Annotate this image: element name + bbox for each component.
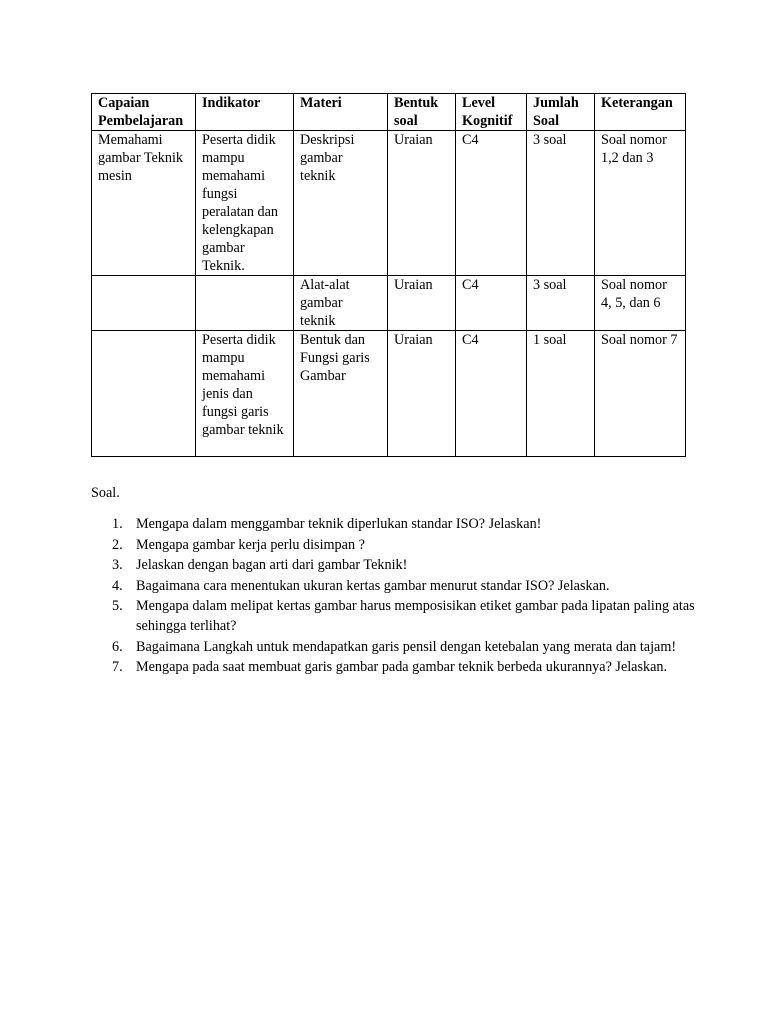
table-cell: Peserta didik mampu memahami fungsi peralatan dan kelengkapan gambar Teknik.	[196, 131, 294, 276]
table-cell: Uraian	[388, 276, 456, 331]
question-item: Mengapa dalam menggambar teknik diperlukan standar ISO? Jelaskan!	[136, 516, 542, 532]
table-cell: Soal nomor 7	[595, 331, 686, 457]
table-cell: Uraian	[388, 331, 456, 457]
table-cell: Soal nomor 4, 5, dan 6	[595, 276, 686, 331]
table-row	[92, 276, 686, 331]
table-cell	[92, 331, 196, 457]
question-item: Bagaimana Langkah untuk mendapatkan garis pensil dengan ketebalan yang merata dan tajam!	[136, 638, 677, 655]
question-item: Mengapa pada saat membuat garis gambar pada gambar teknik berbeda ukurannya? Jelaskan.	[136, 659, 668, 675]
table-row	[92, 131, 686, 276]
table-cell: 3 soal	[527, 131, 595, 276]
header-materi: Materi	[294, 94, 388, 131]
table-cell: Uraian	[388, 131, 456, 276]
header-level-kognitif: Level Kognitif	[456, 94, 527, 131]
header-capaian-pembelajaran: Capaian Pembelajaran	[92, 94, 196, 131]
header-jumlah-soal: Jumlah Soal	[527, 94, 595, 131]
table-cell: 1 soal	[527, 331, 595, 457]
table-cell	[196, 276, 294, 331]
table-header-row	[92, 94, 686, 131]
header-indikator: Indikator	[196, 94, 294, 131]
table-cell: 3 soal	[527, 276, 595, 331]
question-item: Mengapa gambar kerja perlu disimpan ?	[136, 536, 365, 553]
table-cell: C4	[456, 276, 527, 331]
table-cell: C4	[456, 331, 527, 457]
table-cell: Peserta didik mampu memahami jenis dan fungsi garis gambar teknik	[196, 331, 294, 457]
table-row	[92, 331, 686, 457]
table-cell: Soal nomor 1,2 dan 3	[595, 131, 686, 276]
table-cell: Memahami gambar Teknik mesin	[92, 131, 196, 276]
question-list	[91, 514, 726, 678]
table-cell: Bentuk dan Fungsi garis Gambar	[294, 331, 388, 457]
table-cell: C4	[456, 131, 527, 276]
question-item: Bagaimana cara menentukan ukuran kertas gambar menurut standar ISO? Jelaskan.	[136, 577, 610, 594]
table-cell: Alat-alat gambar teknik	[294, 276, 388, 331]
question-item: Mengapa dalam melipat kertas gambar harus memposisikan etiket gambar pada lipatan paling atas sehingga terlihat?	[136, 598, 695, 634]
header-bentuk-soal: Bentuk soal	[388, 94, 456, 131]
assessment-grid-table	[91, 93, 686, 457]
soal-heading: Soal.	[91, 485, 120, 501]
table-cell: Deskripsi gambar teknik	[294, 131, 388, 276]
question-item: Jelaskan dengan bagan arti dari gambar Teknik!	[136, 557, 408, 573]
header-keterangan: Keterangan	[595, 94, 686, 131]
table-cell	[92, 276, 196, 331]
